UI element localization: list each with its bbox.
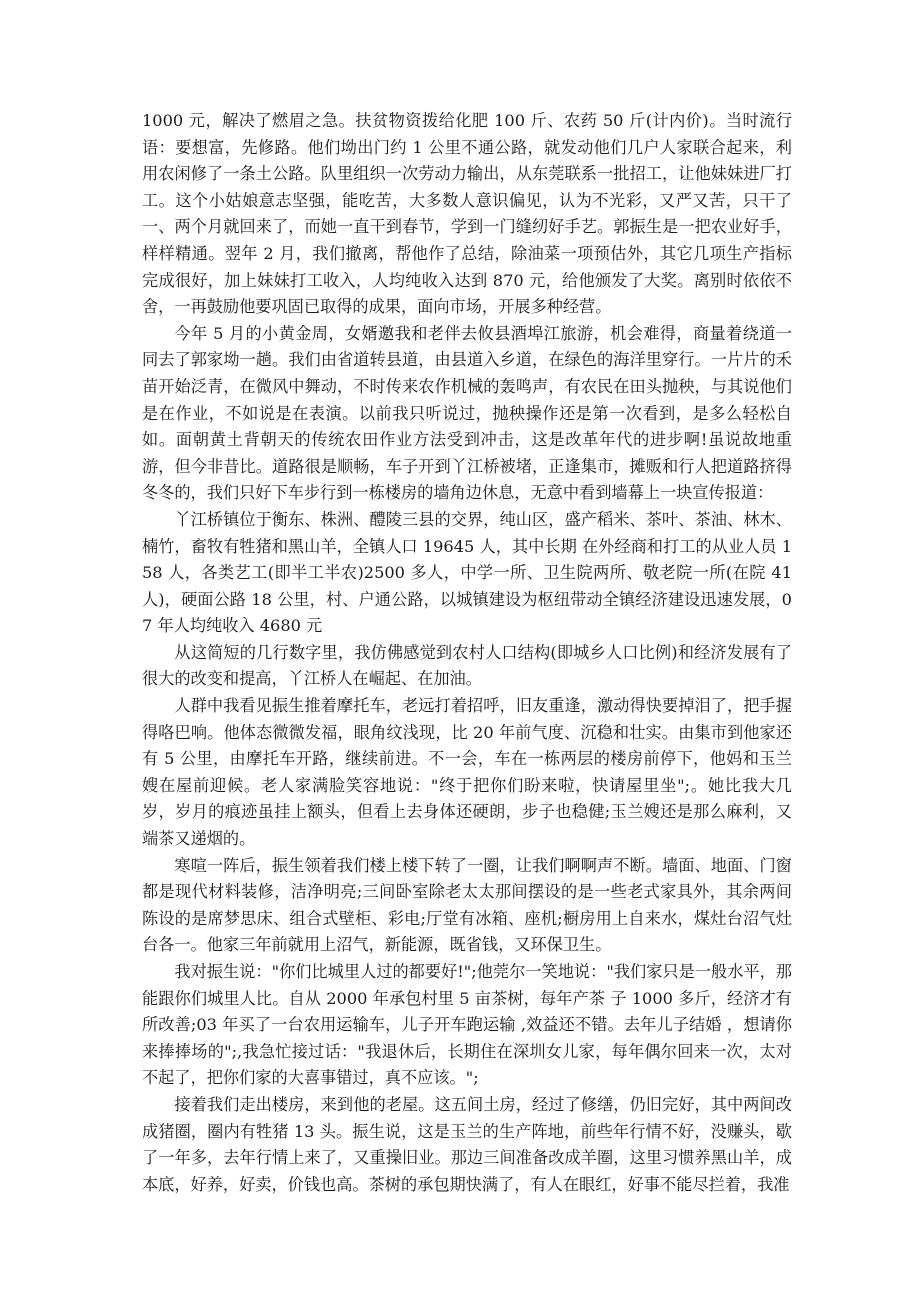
paragraph-1: 1000 元，解决了燃眉之急。扶贫物资拨给化肥 100 斤、农药 50 斤(计内价)。当时流行语：要想富，先修路。他们坳出门约 1 公里不通公路，就发动他们几户人家联合起来，利用农闲修了一条土公路。队里组织一次劳动力输出，从东莞联系一批招工，让他妹妹进厂打工。这个小姑娘意志坚强，能吃苦，大多数人意识偏见，认为不光彩，又严又苦，只干了一、两个月就回来了，而她一直干到春节，学到一门缝纫好手艺。郭振生是一把农业好手，样样精通。翌年 2 月，我们撤离，帮他作了总结，除油菜一项预估外，其它几项生产指标完成很好，加上妹妹打工收入，人均纯收入达到 870 元，给他颁发了大奖。离别时依依不舍，一再鼓励他要巩固已取得的成果，面向市场，开展多种经营。 (142, 111, 792, 317)
paragraph-7: 我对振生说："你们比城里人过的都要好!";他莞尔一笑地说："我们家只是一般水平，那能跟你们城里人比。自从 2000 年承包村里 5 亩茶树，每年产茶 子 1000 多斤，经济才有所改善;03 年买了一台农用运输车，儿子开车跑运输 ,效益还不错。去年儿子结婚 ，想请你来捧捧场的";,我急忙接过话："我退休后，长期住在深圳女儿家，每年偶尔回来一次，太对不起了，把你们家的大喜事错过，真不应该。"; (142, 962, 792, 1088)
paragraph-3: 丫江桥镇位于衡东、株洲、醴陵三县的交界，纯山区，盛产稻米、茶叶、茶油、林木、楠竹，畜牧有牲猪和黑山羊，全镇人口 19645 人，其中长期 在外经商和打工的从业人员 158 人，各类艺工(即半工半农)2500 多人，中学一所、卫生院两所、敬老院一所(在院 41 人)，硬面公路 18 公里，村、户通公路，以城镇建设为枢纽带动全镇经济建设迅速发展，07 年人均纯收入 4680 元 (142, 509, 792, 636)
paragraph-4: 从这简短的几行数字里，我仿佛感觉到农村人口结构(即城乡人口比例)和经济发展有了很大的改变和提高，丫江桥人在崛起、在加油。 (142, 642, 792, 689)
paragraph-6: 寒喧一阵后，振生领着我们楼上楼下转了一圈，让我们啊啊声不断。墙面、地面、门窗都是现代材料装修，洁净明亮;三间卧室除老太太那间摆设的是一些老式家具外，其余两间陈设的是席梦思床、组合式壁柜、彩电;厅堂有冰箱、座机;橱房用上自来水，煤灶台沼气灶台各一。他家三年前就用上沼气，新能源，既省钱，又环保卫生。 (142, 855, 792, 955)
document-page (142, 108, 792, 1198)
paragraph-2: 今年 5 月的小黄金周，女婿邀我和老伴去攸县酒埠江旅游，机会难得，商量着绕道一同去了郭家坳一趟。我们由省道转县道，由县道入乡道，在绿色的海洋里穿行。一片片的禾苗开始泛青，在微风中舞动，不时传来农作机械的轰鸣声，有农民在田头抛秧，与其说他们是在作业，不如说是在表演。以前我只听说过，抛秧操作还是第一次看到，是多么轻松自如。面朝黄土背朝天的传统农田作业方法受到冲击，这是改革年代的进步啊!虽说故地重游，但今非昔比。道路很是顺畅，车子开到丫江桥被堵，正逢集市，摊贩和行人把道路挤得冬冬的，我们只好下车步行到一栋楼房的墙角边休息，无意中看到墙幕上一块宣传报道： (142, 323, 792, 503)
paragraph-5: 人群中我看见振生推着摩托车，老远打着招呼，旧友重逢，激动得快要掉泪了，把手握得咯巴响。他体态微微发福，眼角纹浅现，比 20 年前气度、沉稳和壮实。由集市到他家还有 5 公里，由摩托车开路，继续前进。不一会，车在一栋两层的楼房前停下，他妈和玉兰嫂在屋前迎候。老人家满脸笑容地说："终于把你们盼来啦，快请屋里坐";。她比我大几岁，岁月的痕迹虽挂上额头，但看上去身体还硬朗，步子也稳健;玉兰嫂还是那么麻利，又端茶又递烟的。 (142, 696, 792, 849)
paragraph-8: 接着我们走出楼房，来到他的老屋。这五间土房，经过了修缮，仍旧完好，其中两间改成猪圈，圈内有牲猪 13 头。振生说，这是玉兰的生产阵地，前些年行情不好，没赚头，歇了一年多，去年行情上来了，又重操旧业。那边三间准备改成羊圈，这里习惯养黑山羊，成本底，好养，好卖，价钱也高。茶树的承包期快满了，有人在眼红，好事不能尽拦着，我准 (142, 1094, 792, 1194)
